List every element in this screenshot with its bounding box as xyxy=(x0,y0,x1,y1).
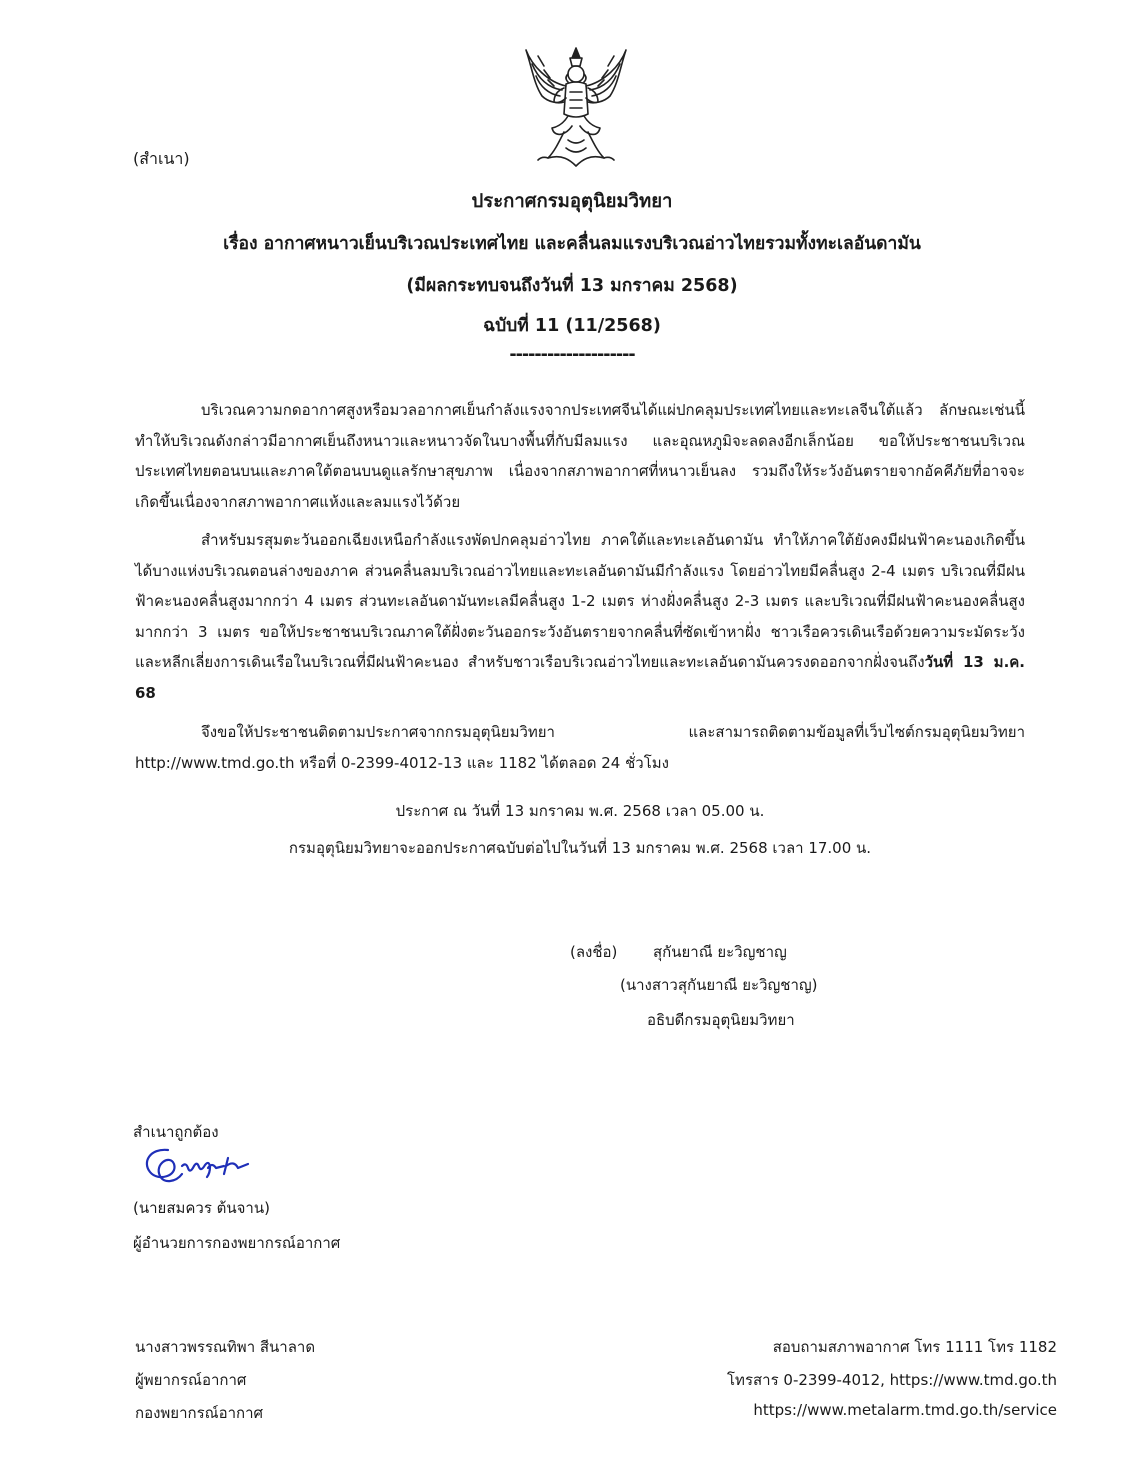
body-paragraph-2 xyxy=(135,525,1025,708)
forecaster-division: กองพยากรณ์อากาศ xyxy=(135,1404,264,1422)
signature-label: (ลงชื่อ) xyxy=(570,943,618,961)
forecaster-name: นางสาวพรรณทิพา สีนาลาด xyxy=(135,1338,316,1356)
issue-number: ฉบับที่ 11 (11/2568) xyxy=(483,316,661,336)
announcement-subject: เรื่อง อากาศหนาวเย็นบริเวณประเทศไทย และคลื่นลมแรงบริเวณอ่าวไทยรวมทั้งทะเลอันดามัน xyxy=(223,234,921,254)
announcement-title: ประกาศกรมอุตุนิยมวิทยา xyxy=(471,191,673,212)
certified-copy-label: สำเนาถูกต้อง xyxy=(133,1123,219,1141)
announced-date: ประกาศ ณ วันที่ 13 มกราคม พ.ศ. 2568 เวลา 05.00 น. xyxy=(395,802,765,820)
contact-service-url: https://www.metalarm.tmd.go.th/service xyxy=(753,1401,1057,1419)
signatory-full-name: (นางสาวสุกันยาณี ยะวิญชาญ) xyxy=(620,976,818,994)
signature-name: สุกันยาณี ยะวิญชาญ xyxy=(653,943,787,961)
garuda-emblem-icon xyxy=(518,44,634,168)
handwritten-signature-icon xyxy=(138,1140,258,1190)
body-paragraph-2-date: วันที่ 13 ม.ค. 68 xyxy=(135,653,1026,702)
certifier-name: (นายสมควร ต้นจาน) xyxy=(133,1199,270,1217)
contact-fax-website: โทรสาร 0-2399-4012, https://www.tmd.go.th xyxy=(727,1371,1057,1389)
copy-mark: (สำเนา) xyxy=(133,149,190,168)
effective-date: (มีผลกระทบจนถึงวันที่ 13 มกราคม 2568) xyxy=(406,276,738,296)
certifier-position: ผู้อำนวยการกองพยากรณ์อากาศ xyxy=(133,1234,341,1252)
forecaster-title: ผู้พยากรณ์อากาศ xyxy=(135,1371,247,1389)
signatory-position: อธิบดีกรมอุตุนิยมวิทยา xyxy=(647,1011,795,1029)
body-paragraph-2-text: สำหรับมรสุมตะวันออกเฉียงเหนือกำลังแรงพัดปกคลุมอ่าวไทย ภาคใต้และทะเลอันดามัน ทำให้ภาคใต้ยังคงมีฝนฟ้าคะนองเกิดขึ้นได้บางแห่งบริเวณตอนล่างของภาค ส่วนคลื่นลมบริเวณอ่าวไทยและทะเลอันดามันมีกำลังแรง โดยอ่าวไทยมีคลื่นสูง 2-4 เมตร บริเวณที่มีฝนฟ้าคะนองคลื่นสูงมากกว่า 4 เมตร ส่วนทะเลอันดามันทะเลมีคลื่นสูง 1-2 เมตร ห่างฝั่งคลื่นสูง 2-3 เมตร และบริเวณที่มีฝนฟ้าคะนองคลื่นสูงมากกว่า 3 เมตร ขอให้ประชาชนบริเวณภาคใต้ฝั่งตะวันออกระวังอันตรายจากคลื่นที่ซัดเข้าหาฝั่ง ชาวเรือควรเดินเรือด้วยความระมัดระวังและหลีกเลี่ยงการเดินเรือในบริเวณที่มีฝนฟ้าคะนอง สำหรับชาวเรือบริเวณอ่าวไทยและทะเลอันดามันควรงดออกจากฝั่งจนถึง xyxy=(135,531,1025,671)
body-paragraph-3: จึงขอให้ประชาชนติดตามประกาศจากกรมอุตุนิยมวิทยา และสามารถติดตามข้อมูลที่เว็บไซต์กรมอุตุนิยมวิทยา http://www.tmd.go.th หรือที่ 0-2399-4012-13 และ 1182 ได้ตลอด 24 ชั่วโมง xyxy=(135,723,1025,772)
contact-phone: สอบถามสภาพอากาศ โทร 1111 โทร 1182 xyxy=(772,1338,1057,1356)
next-issue-note: กรมอุตุนิยมวิทยาจะออกประกาศฉบับต่อไปในวันที่ 13 มกราคม พ.ศ. 2568 เวลา 17.00 น. xyxy=(288,839,872,857)
heading-divider: -------------------- xyxy=(509,345,635,365)
body-paragraph-1: บริเวณความกดอากาศสูงหรือมวลอากาศเย็นกำลังแรงจากประเทศจีนได้แผ่ปกคลุมประเทศไทยและทะเลจีนใต้แล้ว ลักษณะเช่นนี้ทำให้บริเวณดังกล่าวมีอากาศเย็นถึงหนาวและหนาวจัดในบางพื้นที่กับมีลมแรง และอุณหภูมิจะลดลงอีกเล็กน้อย ขอให้ประชาชนบริเวณประเทศไทยตอนบนและภาคใต้ตอนบนดูแลรักษาสุขภาพ เนื่องจากสภาพอากาศที่หนาวเย็นลง รวมถึงให้ระวังอันตรายจากอัคคีภัยที่อาจจะเกิดขึ้นเนื่องจากสภาพอากาศแห้งและลมแรงไว้ด้วย xyxy=(135,401,1025,511)
